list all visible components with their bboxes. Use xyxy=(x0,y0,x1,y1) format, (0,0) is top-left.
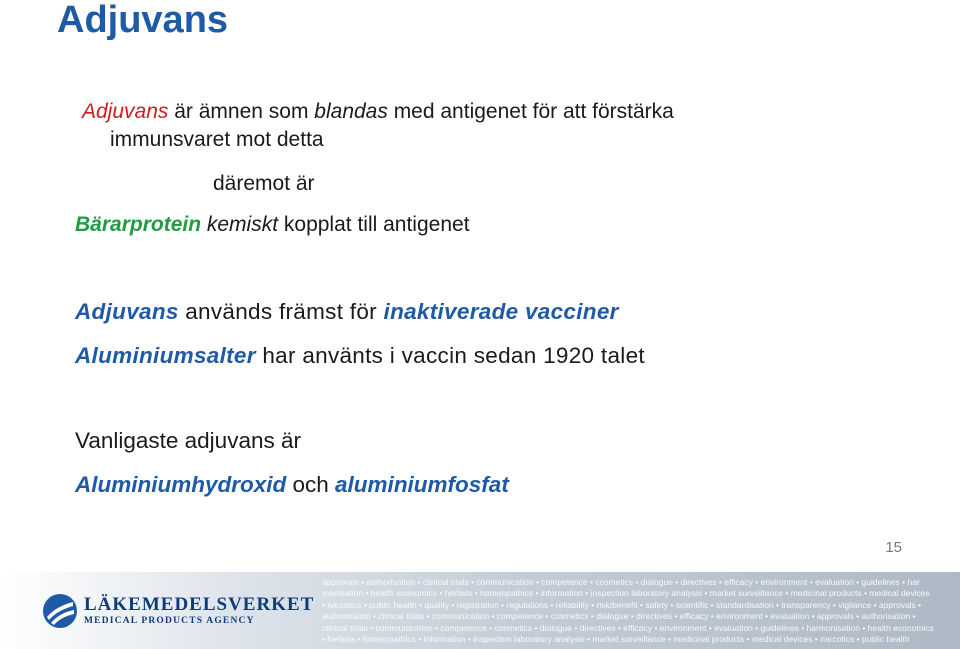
common-adjuvants-line: Vanligaste adjuvans är xyxy=(75,428,301,453)
term-aluminiumsalter: Aluminiumsalter xyxy=(75,343,256,368)
carrier-protein-line xyxy=(75,212,470,238)
adjuvant-examples-line xyxy=(75,470,509,500)
brand-name: LÄKEMEDELSVERKET xyxy=(84,594,315,615)
term-aluminiumhydroxid: Aluminiumhydroxid xyxy=(75,472,287,497)
text-segment: har använts i vaccin sedan 1920 talet xyxy=(255,343,645,368)
keyword-row: • narcotics • public health • quality • registration • regulations • reliability • risk/benefit • safety • scientific • standardisation • transparency • vigilance • approvals • xyxy=(322,599,922,610)
term-blandas: blandas xyxy=(314,100,388,123)
contrast-line: däremot är xyxy=(213,172,315,195)
term-kemiskt: kemiskt xyxy=(206,213,279,236)
keyword-watermark xyxy=(322,577,960,645)
term-bararprotein: Bärarprotein xyxy=(75,213,202,236)
text-segment: med antigenet för att förstärka xyxy=(387,100,674,123)
keyword-row: authorisation • clinical trials • communication • competence • cosmetics • dialogue • directives • efficacy • environment • evaluation • approvals • authorisation • xyxy=(322,611,916,622)
definition-line xyxy=(82,99,674,125)
term-adjuvans: Adjuvans xyxy=(82,100,169,123)
definition-line-continued: immunsvaret mot detta xyxy=(110,128,324,151)
keyword-row: clinical trials • communication • competence • cosmetics • dialogue • directives • efficacy • environment • evaluation • guidelines • harmonisation • health economics xyxy=(322,622,934,633)
keyword-row: • herbals • homeopathics • information • inspection laboratory analysis • market surveillance • medicinal products • medical devices • narcotics • public health xyxy=(322,634,910,645)
term-adjuvans: Adjuvans xyxy=(75,299,179,324)
text-segment: kopplat till antigenet xyxy=(278,213,470,236)
keyword-row: approvals • authorisation • clinical trials • communication • competence • cosmetics • dialogue • directives • efficacy • environment • evaluation • guidelines • har xyxy=(322,577,920,587)
term-inaktiverade-vacciner: inaktiverade vacciner xyxy=(383,299,619,324)
text-segment: används främst för xyxy=(178,299,384,324)
footer-banner xyxy=(0,572,960,649)
page-number: 15 xyxy=(885,539,902,556)
text-segment: är ämnen som xyxy=(168,100,315,123)
keyword-row: monisation • health economics • herbals • homeopathics • information • inspection laboratory analysis • market surveillance • medicinal products • medical devices xyxy=(322,588,930,599)
brand-subtitle: MEDICAL PRODUCTS AGENCY xyxy=(84,616,255,626)
history-line xyxy=(75,341,645,371)
text-segment: och xyxy=(286,472,336,497)
slide-title: Adjuvans xyxy=(57,0,229,41)
lakemedelsverket-logo-icon xyxy=(42,593,78,629)
usage-line xyxy=(75,297,619,327)
term-aluminiumfosfat: aluminiumfosfat xyxy=(335,472,509,497)
